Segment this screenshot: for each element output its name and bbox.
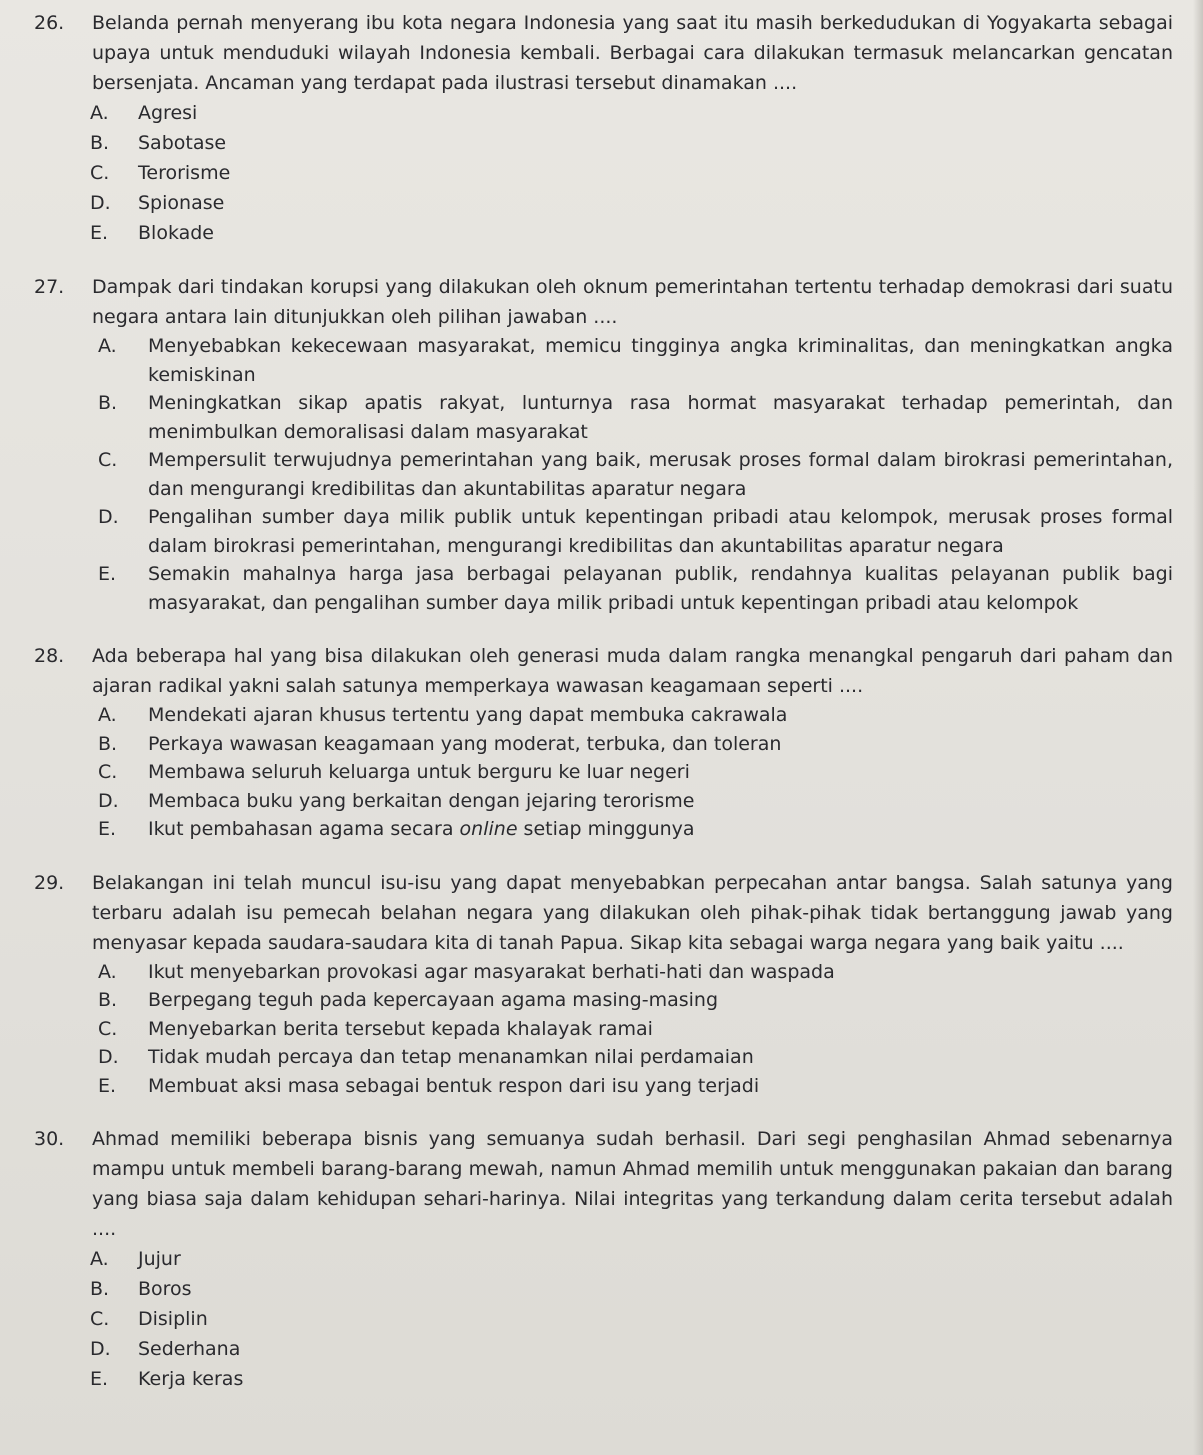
option-c[interactable] (98, 1015, 1173, 1044)
question-text: Dampak dari tindakan korupsi yang dilakukan oleh oknum pemerintahan tertentu terhadap demokrasi dari suatu negara antara lain ditunjukkan oleh pilihan jawaban .... (92, 276, 1173, 328)
option-letter: B. (98, 392, 118, 414)
option-text: Sederhana (138, 1338, 241, 1360)
option-d[interactable] (90, 1334, 1173, 1364)
option-letter: E. (98, 818, 117, 840)
option-text (148, 815, 1173, 844)
option-text: Mendekati ajaran khusus tertentu yang dapat membuka cakrawala (148, 704, 788, 726)
question-number: 28. (34, 645, 65, 667)
option-letter: B. (90, 132, 110, 154)
option-text: Spionase (138, 192, 225, 214)
options-list (98, 958, 1173, 1101)
option-letter: E. (90, 1368, 109, 1390)
option-text: Ikut menyebarkan provokasi agar masyarakat berhati-hati dan waspada (148, 960, 835, 983)
option-letter: A. (90, 102, 109, 124)
option-text: Berpegang teguh pada kepercayaan agama masing-masing (148, 989, 719, 1011)
option-letter: E. (98, 563, 117, 585)
page-edge-shadow (1193, 0, 1203, 1455)
question-text: Belanda pernah menyerang ibu kota negara Indonesia yang saat itu masih berkedudukan di Yogyakarta sebagai upaya untuk menduduki wilayah Indonesia kembali. Berbagai cara dilakukan termasuk melancarkan gencatan bersenjata. Ancaman yang terdapat pada ilustrasi tersebut dinamakan .... (92, 12, 1173, 94)
option-text: Boros (138, 1278, 192, 1300)
option-text: Perkaya wawasan keagamaan yang moderat, terbuka, dan toleran (148, 732, 782, 755)
option-text: Meningkatkan sikap apatis rakyat, lunturnya rasa hormat masyarakat terhadap pemerintah, dan menimbulkan demoralisasi dalam masyarakat (148, 392, 1173, 443)
option-letter: B. (98, 989, 118, 1011)
options-list (90, 98, 1173, 248)
option-text: Tidak mudah percaya dan tetap menanamkan nilai perdamaian (148, 1046, 754, 1068)
options-list (98, 701, 1173, 844)
option-text: Blokade (138, 222, 214, 244)
option-b[interactable] (98, 389, 1173, 446)
option-a[interactable] (98, 332, 1173, 389)
option-c[interactable] (90, 158, 1173, 188)
question-28 (34, 641, 1173, 844)
option-c[interactable] (98, 758, 1173, 787)
option-text: Disiplin (138, 1308, 208, 1330)
option-text-before: Ikut pembahasan agama secara (148, 818, 460, 840)
question-number: 27. (34, 276, 65, 298)
option-letter: C. (90, 162, 110, 184)
question-number: 30. (34, 1128, 65, 1150)
option-c[interactable] (90, 1304, 1173, 1334)
options-list (90, 1244, 1173, 1394)
option-text: Sabotase (138, 132, 227, 154)
question-text: Ada beberapa hal yang bisa dilakukan oleh generasi muda dalam rangka menangkal pengaruh dari paham dan ajaran radikal yakni salah satunya memperkaya wawasan keagamaan seperti .... (92, 645, 1173, 697)
question-text: Ahmad memiliki beberapa bisnis yang semuanya sudah berhasil. Dari segi penghasilan Ahmad sebenarnya mampu untuk membeli barang-barang mewah, namun Ahmad memilih untuk menggunakan pakaian dan barang yang biasa saja dalam kehidupan sehari-harinya. Nilai integritas yang terkandung dalam cerita tersebut adalah .... (92, 1128, 1173, 1240)
option-e[interactable] (98, 1072, 1173, 1101)
option-letter: C. (98, 761, 118, 783)
options-list (98, 332, 1173, 617)
option-letter: C. (90, 1308, 110, 1330)
question-26 (34, 8, 1173, 248)
option-text: Agresi (138, 102, 198, 124)
option-text: Mempersulit terwujudnya pemerintahan yang baik, merusak proses formal dalam birokrasi pemerintahan, dan mengurangi kredibilitas dan akuntabilitas aparatur negara (148, 449, 1173, 500)
option-letter: A. (90, 1248, 109, 1270)
question-29 (34, 868, 1173, 1101)
option-c[interactable] (98, 446, 1173, 503)
question-number: 29. (34, 871, 65, 894)
option-letter: D. (98, 506, 119, 528)
option-b[interactable] (98, 730, 1173, 759)
option-e[interactable] (98, 815, 1173, 844)
option-text: Membaca buku yang berkaitan dengan jejaring terorisme (148, 789, 695, 812)
option-letter: D. (98, 789, 119, 812)
option-b[interactable] (98, 986, 1173, 1015)
option-text: Menyebarkan berita tersebut kepada khalayak ramai (148, 1017, 653, 1040)
option-e[interactable] (90, 1364, 1173, 1394)
option-text-after: setiap minggunya (517, 818, 695, 840)
option-letter: B. (90, 1278, 110, 1300)
option-d[interactable] (98, 787, 1173, 816)
option-d[interactable] (90, 188, 1173, 218)
option-text: Membawa seluruh keluarga untuk berguru ke luar negeri (148, 761, 690, 783)
option-a[interactable] (90, 98, 1173, 128)
option-text: Semakin mahalnya harga jasa berbagai pelayanan publik, rendahnya kualitas pelayanan publik bagi masyarakat, dan pengalihan sumber daya milik pribadi untuk kepentingan pribadi atau kelompok (148, 563, 1173, 614)
option-text: Membuat aksi masa sebagai bentuk respon dari isu yang terjadi (148, 1074, 760, 1097)
option-d[interactable] (98, 1043, 1173, 1072)
option-letter: A. (98, 960, 117, 983)
option-letter: E. (98, 1074, 117, 1097)
option-text-italic: online (459, 818, 518, 840)
question-30 (34, 1124, 1173, 1394)
option-letter: D. (98, 1046, 119, 1068)
option-text: Pengalihan sumber daya milik publik untuk kepentingan pribadi atau kelompok, merusak proses formal dalam birokrasi pemerintahan, mengurangi kredibilitas dan akuntabilitas aparatur negara (148, 506, 1173, 557)
option-text: Jujur (138, 1248, 181, 1270)
option-a[interactable] (90, 1244, 1173, 1274)
option-d[interactable] (98, 503, 1173, 560)
option-text: Menyebabkan kekecewaan masyarakat, memicu tingginya angka kriminalitas, dan meningkatkan angka kemiskinan (148, 335, 1173, 386)
option-e[interactable] (90, 218, 1173, 248)
option-letter: C. (98, 449, 118, 471)
option-b[interactable] (90, 128, 1173, 158)
option-letter: E. (90, 222, 109, 244)
option-letter: D. (90, 192, 111, 214)
option-text: Kerja keras (138, 1368, 244, 1390)
option-letter: A. (98, 335, 117, 357)
option-a[interactable] (98, 958, 1173, 987)
question-number: 26. (34, 12, 65, 34)
question-text: Belakangan ini telah muncul isu-isu yang dapat menyebabkan perpecahan antar bangsa. Salah satunya yang terbaru adalah isu pemecah belahan negara yang dilakukan oleh pihak-pihak tidak bertanggung jawab yang menyasar kepada saudara-saudara kita di tanah Papua. Sikap kita sebagai warga negara yang baik yaitu .... (92, 871, 1173, 954)
question-27 (34, 272, 1173, 617)
option-letter: C. (98, 1017, 118, 1040)
option-b[interactable] (90, 1274, 1173, 1304)
option-letter: B. (98, 732, 118, 755)
option-letter: D. (90, 1338, 111, 1360)
option-e[interactable] (98, 560, 1173, 617)
option-letter: A. (98, 704, 117, 726)
option-a[interactable] (98, 701, 1173, 730)
option-text: Terorisme (138, 162, 231, 184)
